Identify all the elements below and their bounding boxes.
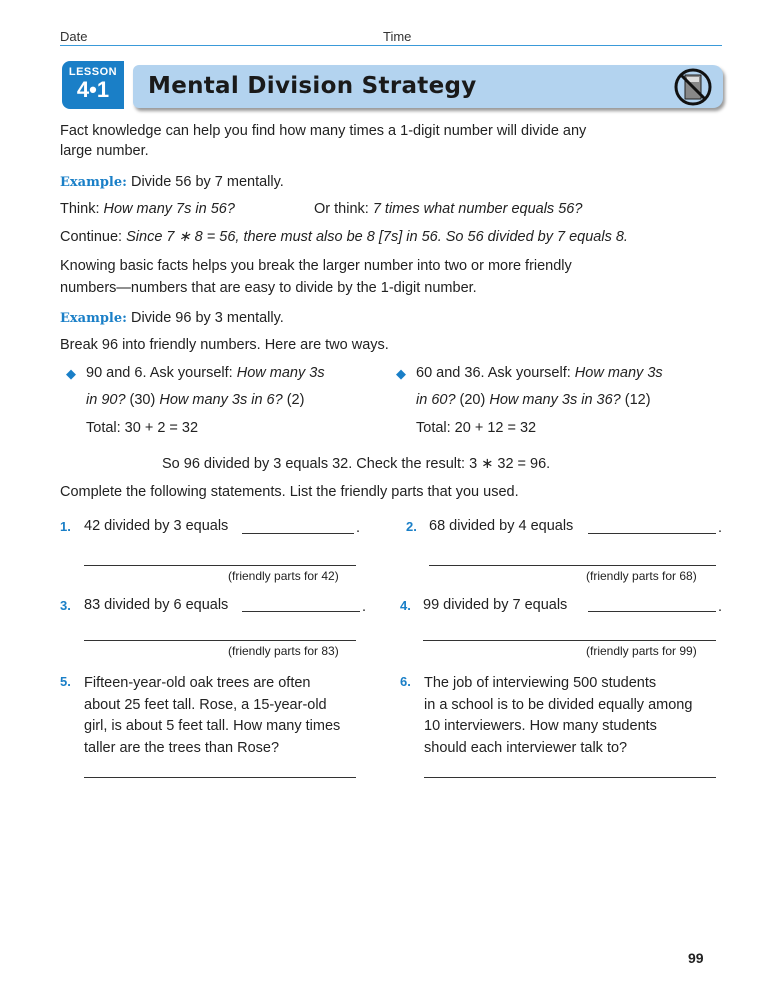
problem-number: 2. bbox=[406, 519, 417, 534]
text-segment: How many 3s in 6? bbox=[159, 392, 283, 408]
continue-line bbox=[60, 229, 628, 245]
text-segment: How many 3s bbox=[574, 365, 663, 381]
date-label: Date bbox=[60, 29, 88, 44]
caption: (friendly parts for 42) bbox=[228, 569, 339, 583]
text-segment: about 25 feet tall. Rose, a 15-year-old bbox=[84, 696, 327, 713]
example-text: Divide 56 by 7 mentally. bbox=[130, 174, 284, 190]
right-way-total: Total: 20 + 12 = 32 bbox=[416, 420, 537, 436]
text-segment: (12) bbox=[620, 392, 651, 408]
text-segment: 7 times what number equals 56? bbox=[372, 201, 583, 217]
example2-label: Example: bbox=[60, 311, 127, 326]
problem-6-text bbox=[424, 673, 692, 759]
para2-line-2: numbers—numbers that are easy to divide by the 1-digit number. bbox=[60, 280, 477, 296]
intro-line-1: Fact knowledge can help you find how many times a 1-digit number will divide any bbox=[60, 123, 587, 139]
text-segment: taller are the trees than Rose? bbox=[84, 739, 280, 756]
intro-line-2: large number. bbox=[60, 143, 149, 159]
text-segment: should each interviewer talk to? bbox=[424, 739, 628, 756]
problem-number: 5. bbox=[60, 674, 71, 689]
text-segment: (20) bbox=[455, 392, 490, 408]
friendly-parts-blank[interactable] bbox=[423, 640, 716, 641]
problem-number: 4. bbox=[400, 598, 411, 613]
conclusion: So 96 divided by 3 equals 32. Check the result: 3 ∗ 32 = 96. bbox=[162, 456, 551, 472]
lesson-number: 4•1 bbox=[76, 77, 110, 102]
or-think-line bbox=[314, 201, 582, 217]
text-segment: . bbox=[362, 599, 367, 615]
text-segment: . bbox=[718, 599, 723, 615]
text-segment: Think: bbox=[60, 201, 104, 217]
problem-text: 83 divided by 6 equals bbox=[84, 597, 229, 613]
diamond-icon: ◆ bbox=[396, 366, 406, 381]
answer-blank[interactable] bbox=[84, 777, 356, 778]
left-way-line-2 bbox=[86, 392, 304, 408]
answer-blank[interactable] bbox=[242, 611, 360, 612]
caption: (friendly parts for 99) bbox=[586, 644, 697, 658]
right-way-line-2 bbox=[416, 392, 651, 408]
text-segment: in a school is to be divided equally among bbox=[424, 696, 693, 713]
problem-number: 6. bbox=[400, 674, 411, 689]
text-segment: in 60? bbox=[416, 392, 456, 408]
text-segment: The job of interviewing 500 students bbox=[424, 675, 657, 691]
think-line bbox=[60, 201, 235, 217]
time-label: Time bbox=[383, 29, 412, 44]
text-segment: 90 and 6. Ask yourself: bbox=[86, 365, 237, 381]
problem-5-text bbox=[84, 673, 340, 759]
text-segment: . bbox=[356, 520, 361, 536]
answer-blank[interactable] bbox=[424, 777, 716, 778]
left-way-total: Total: 30 + 2 = 32 bbox=[86, 420, 199, 436]
text-segment: 60 and 36. Ask yourself: bbox=[416, 365, 575, 381]
problem-number: 1. bbox=[60, 519, 71, 534]
text-segment: . bbox=[718, 520, 723, 536]
text-segment: Fifteen-year-old oak trees are often bbox=[84, 675, 311, 691]
left-way-line-1 bbox=[86, 365, 325, 381]
text-segment: (2) bbox=[282, 392, 305, 408]
text-segment: Since 7 ∗ 8 = 56, there must also be 8 [7s] in 56. So 56 divided by 7 equals 8. bbox=[126, 229, 628, 245]
problem-text: 99 divided by 7 equals bbox=[423, 597, 568, 613]
text-segment: Or think: bbox=[314, 201, 373, 217]
text-segment: How many 7s in 56? bbox=[103, 201, 235, 217]
example2-text: Divide 96 by 3 mentally. bbox=[130, 310, 284, 326]
break-line: Break 96 into friendly numbers. Here are two ways. bbox=[60, 337, 389, 353]
text-segment: How many 3s in 36? bbox=[489, 392, 621, 408]
caption: (friendly parts for 83) bbox=[228, 644, 339, 658]
problem-number: 3. bbox=[60, 598, 71, 613]
page-title: Mental Division Strategy bbox=[148, 73, 477, 99]
text-segment: Continue: bbox=[60, 229, 127, 245]
problem-text: 42 divided by 3 equals bbox=[84, 518, 229, 534]
problem-text: 68 divided by 4 equals bbox=[429, 518, 574, 534]
friendly-parts-blank[interactable] bbox=[84, 640, 356, 641]
no-calculator-icon bbox=[673, 67, 713, 107]
lesson-badge bbox=[62, 61, 124, 109]
lesson-label: LESSON bbox=[68, 66, 118, 78]
right-way-line-1 bbox=[416, 365, 663, 381]
example-label: Example: bbox=[60, 175, 127, 190]
instructions: Complete the following statements. List the friendly parts that you used. bbox=[60, 484, 519, 500]
header-rule bbox=[60, 45, 722, 46]
answer-blank[interactable] bbox=[588, 611, 716, 612]
diamond-icon: ◆ bbox=[66, 366, 76, 381]
text-segment: 10 interviewers. How many students bbox=[424, 718, 657, 734]
friendly-parts-blank[interactable] bbox=[84, 565, 356, 566]
para2-line-1: Knowing basic facts helps you break the larger number into two or more friendly bbox=[60, 258, 572, 274]
text-segment: girl, is about 5 feet tall. How many times bbox=[84, 718, 341, 734]
text-segment: in 90? bbox=[86, 392, 126, 408]
friendly-parts-blank[interactable] bbox=[429, 565, 716, 566]
text-segment: (30) bbox=[125, 392, 160, 408]
caption: (friendly parts for 68) bbox=[586, 569, 697, 583]
title-banner bbox=[133, 65, 723, 108]
page-number: 99 bbox=[688, 950, 704, 966]
text-segment: How many 3s bbox=[236, 365, 325, 381]
answer-blank[interactable] bbox=[588, 533, 716, 534]
answer-blank[interactable] bbox=[242, 533, 354, 534]
